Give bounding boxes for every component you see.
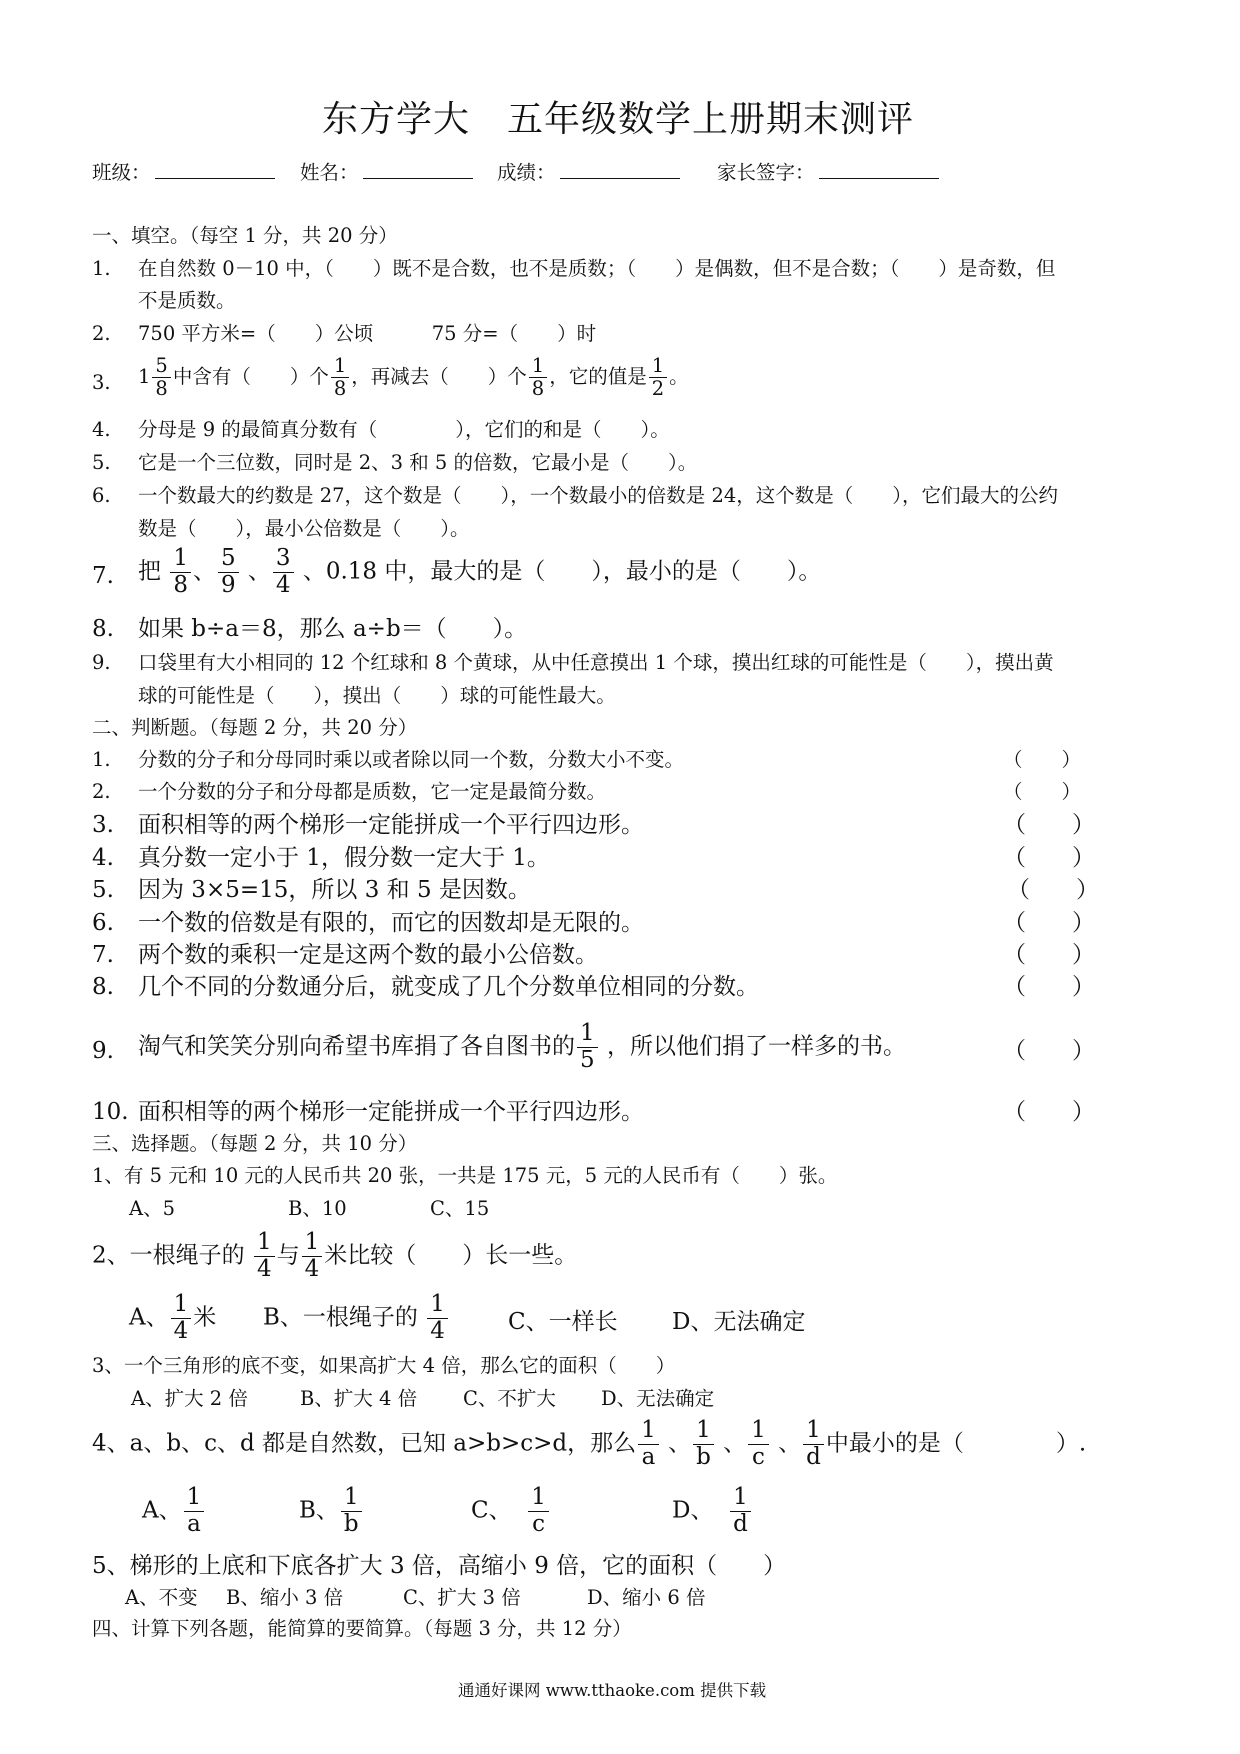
s3-q2-line xyxy=(92,1230,577,1283)
s2-q6-number: 6. xyxy=(92,910,114,936)
s3-q4-text-1: 中最小的是（ ）. xyxy=(825,1430,1087,1457)
s1-q7-number: 7. xyxy=(92,563,114,589)
s2-q9-text-1: 淘气和笑笑分别向希望书库捐了各自图书的 xyxy=(138,1033,575,1060)
s2-q5-text: 因为 3×5=15，所以 3 和 5 是因数。 xyxy=(138,877,531,903)
s2-q7-text: 两个数的乘积一定是这两个数的最小公倍数。 xyxy=(138,942,598,968)
s3-q3-option-b[interactable]: B、扩大 4 倍 xyxy=(300,1387,418,1410)
s2-q9-text-2: ，所以他们捐了一样多的书。 xyxy=(606,1033,906,1060)
s1-q9-number: 9. xyxy=(92,651,111,674)
s2-q5-answer-box[interactable]: （ ） xyxy=(1007,877,1099,903)
s2-q7-answer-box[interactable]: （ ） xyxy=(1003,942,1095,968)
s1-q3-number: 3. xyxy=(92,371,111,394)
s1-q1-text: 在自然数 0－10 中，（ ）既不是合数，也不是质数；（ ）是偶数，但不是合数；（ ）是奇数，但 xyxy=(138,257,1056,280)
s2-q4-number: 4. xyxy=(92,845,114,871)
s3-q2-option-b[interactable] xyxy=(263,1292,450,1345)
s2-q6-answer-box[interactable]: （ ） xyxy=(1003,910,1095,936)
s3-q2-fraction-1: $\frac{1}{4}$ xyxy=(254,1230,275,1283)
s2-q2-number: 2. xyxy=(92,780,111,803)
parent-sign-blank[interactable] xyxy=(819,177,939,179)
score-field xyxy=(497,163,680,183)
s3-q4-option-d-fraction: $\frac{1}{d}$ xyxy=(730,1485,751,1538)
s3-q3-text: 3、一个三角形的底不变，如果高扩大 4 倍，那么它的面积（ ） xyxy=(92,1354,676,1377)
s1-q7-fraction-2: $\frac{5}{9}$ xyxy=(218,546,239,599)
s3-q4-sep-1: 、 xyxy=(668,1430,692,1457)
s3-q1-option-a[interactable]: A、5 xyxy=(129,1197,175,1220)
s1-q6-text-cont: 数是（ ），最小公倍数是（ ）。 xyxy=(138,517,470,540)
s3-q4-fraction-b: $\frac{1}{b}$ xyxy=(693,1418,714,1471)
section-4-heading: 四、计算下列各题，能简算的要简算。（每题 3 分，共 12 分） xyxy=(92,1617,632,1640)
s3-q1-text: 1、有 5 元和 10 元的人民币共 20 张，一共是 175 元，5 元的人民币有（ ）张。 xyxy=(92,1164,838,1187)
s1-q3-fraction-3: $\frac{1}{8}$ xyxy=(529,355,547,400)
s3-q2-option-c[interactable]: C、一样长 xyxy=(508,1309,618,1335)
s1-q3-fraction-1: $\frac{5}{8}$ xyxy=(152,355,170,400)
s3-q3-option-d[interactable]: D、无法确定 xyxy=(601,1387,715,1410)
s1-q3-text-4: 。 xyxy=(669,364,689,388)
s3-q4-option-a-label: A、 xyxy=(142,1497,182,1524)
s3-q4-option-d-label: D、 xyxy=(672,1497,714,1524)
s1-q7-text-0: 把 xyxy=(138,558,161,585)
s1-q8-number: 8. xyxy=(92,616,114,642)
score-label: 成绩： xyxy=(497,161,556,184)
s1-q2-number: 2. xyxy=(92,322,111,345)
s2-q5-number: 5. xyxy=(92,877,114,903)
s3-q4-option-b[interactable] xyxy=(299,1485,364,1538)
s3-q3-option-c[interactable]: C、不扩大 xyxy=(463,1387,556,1410)
s2-q2-text: 一个分数的分子和分母都是质数，它一定是最简分数。 xyxy=(138,780,607,803)
s3-q2-option-a[interactable] xyxy=(129,1292,216,1345)
s2-q3-answer-box[interactable]: （ ） xyxy=(1003,812,1095,838)
s1-q2-text: 750 平方米=（ ）公顷 75 分=（ ）时 xyxy=(138,322,597,345)
s3-q2-option-b-fraction: $\frac{1}{4}$ xyxy=(427,1292,448,1345)
s2-q6-text: 一个数的倍数是有限的，而它的因数却是无限的。 xyxy=(138,910,644,936)
s1-q9-text-cont: 球的可能性是（ ），摸出（ ）球的可能性最大。 xyxy=(138,684,616,707)
class-blank[interactable] xyxy=(155,177,275,179)
s3-q4-option-c-label: C、 xyxy=(471,1497,512,1524)
s2-q8-number: 8. xyxy=(92,974,114,1000)
s1-q6-number: 6. xyxy=(92,484,111,507)
s3-q3-option-a[interactable]: A、扩大 2 倍 xyxy=(131,1387,248,1410)
s1-q9-text: 口袋里有大小相同的 12 个红球和 8 个黄球，从中任意摸出 1 个球，摸出红球的可能性是（ ），摸出黄 xyxy=(138,651,1054,674)
s2-q9-line xyxy=(138,1021,906,1074)
class-field xyxy=(92,163,275,183)
name-field xyxy=(300,163,473,183)
s3-q4-fraction-d: $\frac{1}{d}$ xyxy=(803,1418,824,1471)
s3-q4-option-c-fraction: $\frac{1}{c}$ xyxy=(528,1485,549,1538)
s3-q5-option-b[interactable]: B、缩小 3 倍 xyxy=(226,1586,344,1609)
s3-q4-option-b-label: B、 xyxy=(299,1497,339,1524)
s1-q7-fraction-3: $\frac{3}{4}$ xyxy=(273,546,294,599)
s1-q7-line xyxy=(138,546,821,599)
s3-q1-option-b[interactable]: B、10 xyxy=(288,1197,347,1220)
s1-q1-number: 1. xyxy=(92,257,111,280)
s3-q2-option-b-label: B、一根绳子的 xyxy=(263,1304,418,1331)
s1-q4-text: 分母是 9 的最简真分数有（ ），它们的和是（ ）。 xyxy=(138,418,670,441)
s3-q4-text-0: 4、a、b、c、d 都是自然数，已知 a>b>c>d，那么 xyxy=(92,1430,637,1457)
section-2-heading: 二、判断题。（每题 2 分，共 20 分） xyxy=(92,716,418,739)
s1-q7-text-1: 、0.18 中，最大的是（ ），最小的是（ ）。 xyxy=(302,558,822,585)
s2-q9-fraction: $\frac{1}{5}$ xyxy=(577,1021,598,1074)
s3-q4-fraction-c: $\frac{1}{c}$ xyxy=(748,1418,769,1471)
section-1-heading: 一、填空。（每空 1 分，共 20 分） xyxy=(92,224,398,247)
s2-q1-answer-box[interactable]: （ ） xyxy=(1003,748,1082,771)
name-blank[interactable] xyxy=(363,177,473,179)
page-footer: 通通好课网 www.tthaoke.com 提供下载 xyxy=(458,1681,767,1700)
s1-q3-text-1: 中含有（ ）个 xyxy=(172,364,329,388)
s3-q5-option-d[interactable]: D、缩小 6 倍 xyxy=(587,1586,706,1609)
s3-q2-option-a-fraction: $\frac{1}{4}$ xyxy=(171,1292,192,1345)
s2-q8-text: 几个不同的分数通分后，就变成了几个分数单位相同的分数。 xyxy=(138,974,759,1000)
s3-q4-sep-3: 、 xyxy=(778,1430,802,1457)
s3-q4-option-a[interactable] xyxy=(142,1485,206,1538)
s3-q4-option-c[interactable] xyxy=(471,1485,551,1538)
s3-q5-option-a[interactable]: A、不变 xyxy=(125,1586,198,1609)
s3-q2-fraction-2: $\frac{1}{4}$ xyxy=(302,1230,323,1283)
s1-q3-line xyxy=(138,355,689,400)
s3-q5-text: 5、梯形的上底和下底各扩大 3 倍，高缩小 9 倍，它的面积（ ） xyxy=(92,1553,787,1579)
parent-sign-field xyxy=(717,163,939,183)
s1-q6-text: 一个数最大的约数是 27，这个数是（ ），一个数最小的倍数是 24，这个数是（ ），它们最大的公约 xyxy=(138,484,1059,507)
s2-q2-answer-box[interactable]: （ ） xyxy=(1003,780,1082,803)
s2-q8-answer-box[interactable]: （ ） xyxy=(1003,974,1095,1000)
s3-q4-line xyxy=(92,1418,1086,1471)
s2-q7-number: 7. xyxy=(92,942,114,968)
page-title: 东方学大 五年级数学上册期末测评 xyxy=(322,99,915,140)
s1-q3-text-3: ，它的值是 xyxy=(549,364,647,388)
s3-q2-text-2: 米比较（ ）长一些。 xyxy=(324,1242,578,1269)
class-label: 班级： xyxy=(92,161,151,184)
s1-q4-number: 4. xyxy=(92,418,111,441)
s1-q7-sep-1: 、 xyxy=(192,558,216,585)
s2-q1-text: 分数的分子和分母同时乘以或者除以同一个数，分数大小不变。 xyxy=(138,748,685,771)
s3-q2-text-0: 2、一根绳子的 xyxy=(92,1242,245,1269)
s3-q2-option-a-unit: 米 xyxy=(193,1304,217,1331)
s2-q10-text: 面积相等的两个梯形一定能拼成一个平行四边形。 xyxy=(138,1099,644,1125)
s1-q8-text: 如果 b÷a＝8，那么 a÷b＝（ ）。 xyxy=(138,616,528,642)
s2-q4-text: 真分数一定小于 1，假分数一定大于 1。 xyxy=(138,845,550,871)
name-label: 姓名： xyxy=(300,161,359,184)
s3-q2-text-1: 与 xyxy=(276,1242,300,1269)
s3-q2-option-d[interactable]: D、无法确定 xyxy=(672,1309,806,1335)
s2-q10-number: 10. xyxy=(92,1099,129,1125)
s3-q2-option-a-label: A、 xyxy=(129,1304,169,1331)
s1-q7-fraction-1: $\frac{1}{8}$ xyxy=(170,546,191,599)
s2-q9-answer-box[interactable]: （ ） xyxy=(1003,1038,1095,1064)
s2-q3-text: 面积相等的两个梯形一定能拼成一个平行四边形。 xyxy=(138,812,644,838)
s2-q4-answer-box[interactable]: （ ） xyxy=(1003,845,1095,871)
s3-q4-option-d[interactable] xyxy=(672,1485,753,1538)
section-3-heading: 三、选择题。（每题 2 分，共 10 分） xyxy=(92,1132,418,1155)
s1-q1-text-cont: 不是质数。 xyxy=(138,289,236,312)
s1-q5-number: 5. xyxy=(92,451,111,474)
s2-q9-number: 9. xyxy=(92,1038,114,1064)
s2-q10-answer-box[interactable]: （ ） xyxy=(1003,1099,1095,1125)
s3-q5-option-c[interactable]: C、扩大 3 倍 xyxy=(403,1586,521,1609)
s1-q3-fraction-4: $\frac{1}{2}$ xyxy=(649,355,667,400)
s3-q1-option-c[interactable]: C、15 xyxy=(430,1197,490,1220)
s1-q7-sep-2: 、 xyxy=(247,558,271,585)
s2-q1-number: 1. xyxy=(92,748,111,771)
s1-q3-whole: 1 xyxy=(138,364,151,388)
s1-q3-fraction-2: $\frac{1}{8}$ xyxy=(331,355,349,400)
s2-q3-number: 3. xyxy=(92,812,114,838)
parent-sign-label: 家长签字： xyxy=(717,161,815,184)
s3-q4-option-a-fraction: $\frac{1}{a}$ xyxy=(184,1485,205,1538)
score-blank[interactable] xyxy=(560,177,680,179)
s1-q3-text-2: ，再减去（ ）个 xyxy=(351,364,527,388)
s3-q4-option-b-fraction: $\frac{1}{b}$ xyxy=(341,1485,362,1538)
s3-q4-sep-2: 、 xyxy=(723,1430,747,1457)
s3-q4-fraction-a: $\frac{1}{a}$ xyxy=(638,1418,659,1471)
s1-q5-text: 它是一个三位数，同时是 2、3 和 5 的倍数，它最小是（ ）。 xyxy=(138,451,698,474)
